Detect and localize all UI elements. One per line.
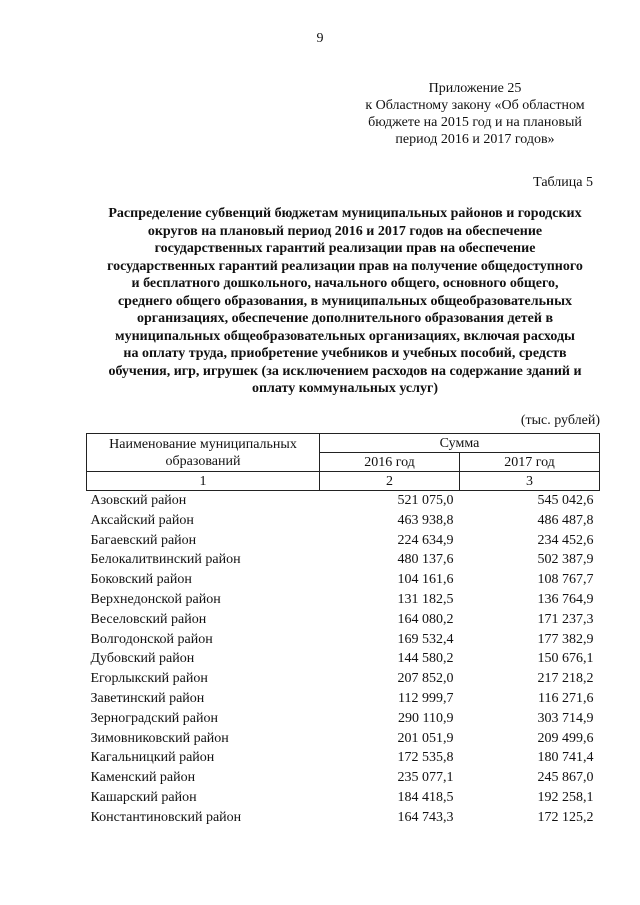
amount-2016: 104 161,6 xyxy=(397,572,454,588)
amount-2017: 545 042,6 xyxy=(537,493,594,508)
table-row xyxy=(87,669,600,689)
table-row xyxy=(87,511,600,531)
amount-2016: 172 535,8 xyxy=(397,750,454,766)
table-row xyxy=(87,570,600,590)
amount-2017: 171 237,3 xyxy=(537,611,594,627)
amount-2016: 207 852,0 xyxy=(397,671,454,687)
amount-2016: 112 999,7 xyxy=(398,690,454,706)
title-line: Распределение субвенций бюджетам муниципальных районов и городских xyxy=(108,206,582,221)
title-line: государственных гарантий реализации прав на обеспечение xyxy=(154,241,536,256)
title-line: и бесплатного дошкольного, начального общего, основного общего, xyxy=(131,276,559,291)
appendix-line: период 2016 и 2017 годов» xyxy=(395,132,555,147)
column-number: 2 xyxy=(320,472,460,491)
amount-2017: 209 499,6 xyxy=(537,730,594,746)
header-year-2016: 2016 год xyxy=(320,453,460,472)
municipality-name: Егорлыкский район xyxy=(90,671,208,687)
header-name-line: Наименование муниципальных xyxy=(109,436,297,452)
table-row xyxy=(87,788,600,808)
amount-2016: 144 580,2 xyxy=(397,651,454,667)
table-row xyxy=(87,709,600,729)
subvention-table xyxy=(86,433,600,828)
municipality-name: Каменский район xyxy=(90,770,196,786)
amount-2016: 521 075,0 xyxy=(397,493,454,508)
amount-2017: 136 764,9 xyxy=(537,591,594,607)
municipality-name: Белокалитвинский район xyxy=(90,552,241,568)
amount-2017: 234 452,6 xyxy=(537,532,594,548)
amount-2016: 164 743,3 xyxy=(397,809,454,825)
municipality-name: Зерноградский район xyxy=(90,710,218,726)
municipality-name: Кашарский район xyxy=(90,789,197,805)
amount-2017: 303 714,9 xyxy=(537,710,594,726)
table-row xyxy=(87,689,600,709)
municipality-name: Кагальницкий район xyxy=(90,750,215,766)
table-row xyxy=(87,550,600,570)
amount-2016: 480 137,6 xyxy=(397,552,454,568)
table-row xyxy=(87,729,600,749)
table-row xyxy=(87,590,600,610)
appendix-header xyxy=(340,80,610,148)
table-row xyxy=(87,531,600,551)
title-line: оплату коммунальных услуг) xyxy=(251,381,439,396)
title-line: округов на плановый период 2016 и 2017 годов на обеспечение xyxy=(147,223,543,239)
title-line: среднего общего образования, в муниципальных общеобразовательных xyxy=(117,293,573,309)
header-sum: Сумма xyxy=(320,434,600,453)
amount-2016: 131 182,5 xyxy=(397,591,454,607)
amount-2016: 164 080,2 xyxy=(397,611,454,627)
municipality-name: Заветинский район xyxy=(90,690,205,706)
municipality-name: Дубовский район xyxy=(90,651,195,667)
municipality-name: Верхнедонской район xyxy=(90,591,221,607)
table-row xyxy=(87,808,600,828)
amount-2017: 180 741,4 xyxy=(537,750,594,766)
title-line: государственных гарантий реализации прав на получение общедоступного xyxy=(107,258,583,274)
table-row xyxy=(87,610,600,630)
municipality-name: Волгодонской район xyxy=(90,631,213,647)
amount-2017: 116 271,6 xyxy=(538,690,594,706)
units-label: (тыс. рублей) xyxy=(520,413,600,428)
amount-2017: 150 676,1 xyxy=(537,651,594,667)
title-line: на оплату труда, приобретение учебников и учебных пособий, средств xyxy=(123,346,567,361)
amount-2017: 192 258,1 xyxy=(537,789,594,805)
amount-2017: 486 487,8 xyxy=(537,512,594,528)
table-row xyxy=(87,649,600,669)
amount-2017: 177 382,9 xyxy=(537,631,594,647)
municipality-name: Аксайский район xyxy=(90,512,194,528)
municipality-name: Боковский район xyxy=(90,572,192,588)
amount-2016: 290 110,9 xyxy=(398,710,454,726)
amount-2016: 169 532,4 xyxy=(397,631,454,647)
amount-2016: 235 077,1 xyxy=(397,770,454,786)
page-number: 9 xyxy=(316,31,324,46)
amount-2017: 245 867,0 xyxy=(537,770,594,786)
municipality-name: Багаевский район xyxy=(90,532,197,548)
title-line: обучения, игр, игрушек (за исключением расходов на содержание зданий и xyxy=(108,363,582,379)
amount-2017: 172 125,2 xyxy=(537,809,594,825)
table-row xyxy=(87,768,600,788)
municipality-name: Зимовниковский район xyxy=(90,730,229,746)
column-number: 1 xyxy=(87,472,320,491)
document-title xyxy=(78,205,612,398)
table-row xyxy=(87,748,600,768)
amount-2016: 201 051,9 xyxy=(397,730,454,746)
header-name-line: образований xyxy=(165,453,241,469)
column-number: 3 xyxy=(460,472,600,491)
amount-2016: 463 938,8 xyxy=(397,512,454,528)
table-number: Таблица 5 xyxy=(533,175,593,190)
table-row xyxy=(87,630,600,650)
amount-2017: 217 218,2 xyxy=(537,671,594,687)
municipality-name: Константиновский район xyxy=(90,809,242,825)
appendix-line: Приложение 25 xyxy=(428,81,522,96)
appendix-line: к Областному закону «Об областном xyxy=(365,98,585,113)
header-municipality xyxy=(87,434,320,472)
table-row xyxy=(87,491,600,511)
municipality-name: Азовский район xyxy=(90,493,187,508)
amount-2017: 502 387,9 xyxy=(537,552,594,568)
header-year-2017: 2017 год xyxy=(460,453,600,472)
amount-2017: 108 767,7 xyxy=(537,572,594,588)
amount-2016: 224 634,9 xyxy=(397,532,454,548)
appendix-line: бюджете на 2015 год и на плановый xyxy=(368,115,582,130)
amount-2016: 184 418,5 xyxy=(397,789,454,805)
title-line: организациях, обеспечение дополнительного образования детей в xyxy=(136,311,554,326)
municipality-name: Веселовский район xyxy=(90,611,207,627)
title-line: муниципальных общеобразовательных организациях, включая расходы xyxy=(115,328,575,344)
